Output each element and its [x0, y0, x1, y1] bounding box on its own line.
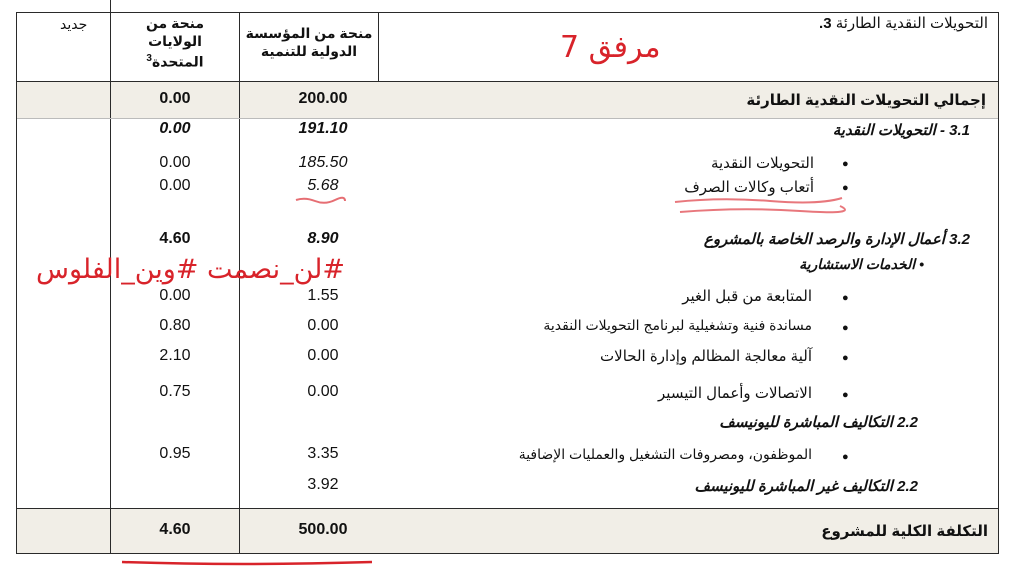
header-usa-line2: الولايات — [148, 33, 202, 49]
row-staff-usa: 0.95 — [159, 445, 191, 462]
underline-total — [122, 562, 372, 564]
header-jadid: جديد — [60, 16, 88, 32]
row-comm-usa: 0.75 — [159, 383, 191, 400]
row-cash-label: التحويلات النقدية — [710, 155, 814, 172]
squiggle-under-fees-label — [675, 198, 845, 212]
row-s31-ida: 191.10 — [298, 120, 348, 137]
header-usa-sup: 3 — [146, 53, 152, 64]
row-tpm-usa: 0.00 — [159, 287, 191, 304]
row-s22b-label: 2.2 التكاليف غير المباشرة لليونيسف — [694, 478, 918, 495]
bullet-comm: ● — [842, 389, 849, 401]
row-grm-label: آلية معالجة المظالم وإدارة الحالات — [600, 348, 812, 365]
row-staff-label: الموظفون، ومصروفات التشغيل والعمليات الإضافية — [518, 446, 812, 462]
row-total-usa: 4.60 — [159, 521, 191, 538]
row-s22a-label: 2.2 التكاليف المباشرة لليونيسف — [719, 414, 918, 431]
row-s31-label: 3.1 - التحويلات النقدية — [832, 122, 970, 139]
row-tech-ida: 0.00 — [307, 317, 339, 334]
row-fees-ida: 5.68 — [307, 177, 339, 194]
row-fees-usa: 0.00 — [159, 177, 191, 194]
header-usa-line1: منحة من — [145, 15, 205, 31]
row-s22b-ida: 3.92 — [307, 476, 339, 493]
row-comm-ida: 0.00 — [307, 383, 339, 400]
row-s32-label: 3.2 أعمال الإدارة والرصد الخاصة بالمشروع — [703, 231, 970, 248]
row-s32-ida: 8.90 — [307, 230, 339, 247]
row-grm-usa: 2.10 — [159, 347, 191, 364]
hashtag-annotation: #لن_نصمت #وين_الفلوس — [36, 254, 345, 285]
row-total-emergency-ida: 200.00 — [298, 90, 348, 107]
bullet-tpm: ● — [842, 292, 849, 304]
bullet-fees: ● — [842, 182, 849, 194]
row-s32-usa: 4.60 — [159, 230, 191, 247]
row-tpm-ida: 1.55 — [307, 287, 339, 304]
header-usa-line3: المتحدة — [151, 53, 204, 70]
row-tech-usa: 0.80 — [159, 317, 191, 334]
row-cash-usa: 0.00 — [159, 154, 191, 171]
section-number: 3. — [819, 15, 832, 32]
row-fees-label: أتعاب وكالات الصرف — [684, 179, 814, 196]
row-grm-ida: 0.00 — [307, 347, 339, 364]
bullet-staff: ● — [842, 451, 849, 463]
row-total-emergency-usa: 0.00 — [159, 90, 191, 107]
section-title-text: التحويلات النقدية الطارئة — [835, 15, 988, 32]
bullet-grm: ● — [842, 352, 849, 364]
row-total-emergency-label: إجمالي التحويلات النقدية الطارئة — [746, 92, 986, 109]
row-comm-label: الاتصالات وأعمال التيسير — [658, 385, 812, 402]
bullet-tech: ● — [842, 322, 849, 334]
bullet-cash: ● — [842, 158, 849, 170]
attachment-annotation: مرفق 7 — [560, 30, 661, 65]
header-ida-line1: منحة من المؤسسة — [245, 25, 373, 41]
row-tech-label: مساندة فنية وتشغيلية لبرنامج التحويلات النقدية — [543, 317, 812, 333]
header-ida-line2: الدولية للتنمية — [260, 43, 358, 59]
row-cash-ida: 185.50 — [298, 154, 348, 171]
row-tpm-label: المتابعة من قبل الغير — [682, 288, 812, 305]
row-total-label: التكلفة الكلية للمشروع — [821, 523, 988, 540]
squiggle-under-fees-value — [296, 198, 345, 203]
row-staff-ida: 3.35 — [307, 445, 339, 462]
row-total-ida: 500.00 — [298, 521, 348, 538]
row-consult-label: • الخدمات الاستشارية — [799, 256, 924, 272]
row-s31-usa: 0.00 — [159, 120, 191, 137]
